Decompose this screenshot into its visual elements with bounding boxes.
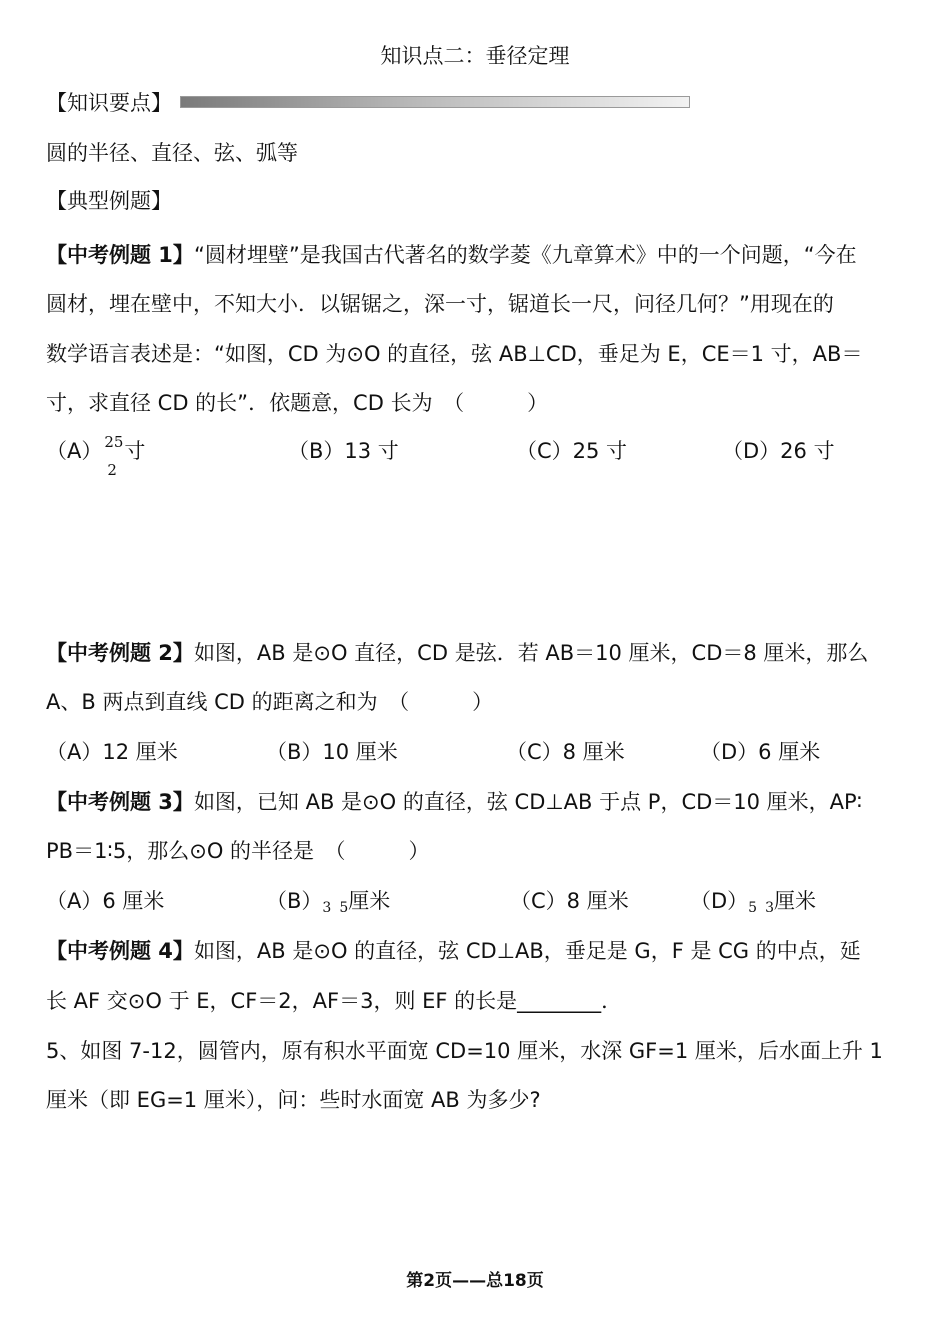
example-3-line-2: PB＝1∶5，那么⊙O 的半径是 （ ）: [46, 839, 430, 863]
example-3-line-1: 【中考例题 3】如图，已知 AB 是⊙O 的直径，弦 CD⊥AB 于点 P，CD＝10 厘米，AP∶: [46, 790, 863, 814]
example-3-option-d: （D）5 3厘米: [690, 889, 817, 916]
example-2-line-2: A、B 两点到直线 CD 的距离之和为 （ ）: [46, 690, 494, 714]
example-2-option-d: （D）6 厘米: [700, 740, 821, 764]
example-4-label: 【中考例题 4】: [46, 939, 194, 963]
section-title: 知识点二：垂径定理: [380, 44, 570, 68]
example-3-label: 【中考例题 3】: [46, 790, 194, 814]
example-4-line-2: 长 AF 交⊙O 于 E，CF＝2，AF＝3，则 EF 的长是________．: [46, 989, 623, 1013]
example-3-option-b: （B）3 5厘米: [266, 889, 391, 916]
example-1-option-a: （A） 25 2 寸: [46, 433, 146, 479]
page-footer: 第2页——总18页: [406, 1271, 544, 1291]
example-2-label: 【中考例题 2】: [46, 641, 194, 665]
examples-heading: 【典型例题】: [46, 189, 172, 213]
example-2-option-a: （A）12 厘米: [46, 740, 178, 764]
question-5-line-2: 厘米（即 EG=1 厘米），问：些时水面宽 AB 为多少?: [46, 1088, 541, 1112]
example-3-option-a: （A）6 厘米: [46, 889, 165, 913]
example-3-option-c: （C）8 厘米: [510, 889, 629, 913]
question-5-line-1: 5、如图 7-12，圆管内，原有积水平面宽 CD=10 厘米，水深 GF=1 厘米，后水面上升 1: [46, 1039, 883, 1063]
example-2-option-b: （B）10 厘米: [266, 740, 398, 764]
radical-expression: 5 3: [748, 900, 775, 916]
knowledge-text: 圆的半径、直径、弦、弧等: [46, 141, 298, 165]
example-1-line-3: 数学语言表述是：“如图，CD 为⊙O 的直径，弦 AB⊥CD，垂足为 E，CE＝1 寸，AB＝: [46, 342, 863, 366]
example-1-line-2: 圆材，埋在壁中，不知大小．以锯锯之，深一寸，锯道长一尺，问径几何？”用现在的: [46, 292, 834, 316]
example-4-line-1: 【中考例题 4】如图，AB 是⊙O 的直径，弦 CD⊥AB，垂足是 G，F 是 CG 的中点，延: [46, 939, 861, 963]
example-1-line-4: 寸，求直径 CD 的长”．依题意，CD 长为 （ ）: [46, 391, 549, 415]
example-1-option-c: （C）25 寸: [516, 439, 628, 463]
example-2-option-c: （C）8 厘米: [506, 740, 625, 764]
example-1-label: 【中考例题 1】: [46, 243, 194, 267]
example-2-line-1: 【中考例题 2】如图，AB 是⊙O 直径，CD 是弦．若 AB＝10 厘米，CD＝8 厘米，那么: [46, 641, 869, 665]
heading-gradient-bar: [180, 96, 690, 108]
radical-expression: 3 5: [322, 900, 349, 916]
example-1-line-1: 【中考例题 1】“圆材埋壁”是我国古代著名的数学菱《九章算术》中的一个问题，“今在: [46, 243, 857, 267]
example-1-option-b: （B）13 寸: [288, 439, 399, 463]
knowledge-heading: 【知识要点】: [46, 91, 172, 115]
example-1-option-d: （D）26 寸: [722, 439, 835, 463]
fraction: 25 2: [104, 433, 124, 479]
